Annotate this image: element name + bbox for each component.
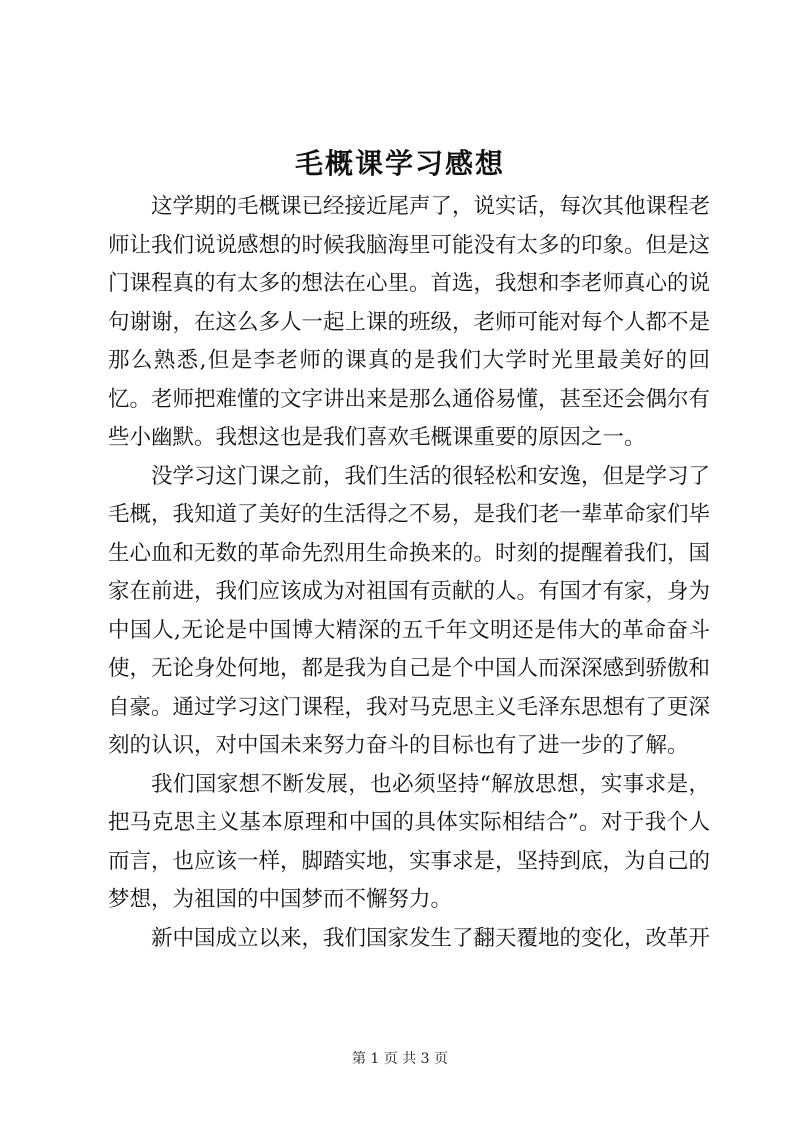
document-title: 毛概课学习感想 bbox=[294, 147, 505, 180]
paragraph-1: 这学期的毛概课已经接近尾声了，说实话，每次其他课程老师让我们说说感想的时候我脑海里可能没有太多的印象。但是这门课程真的有太多的想法在心里。首选，我想和李老师真心的说句谢谢，在这么多人一起上课的班级，老师可能对每个人都不是那么熟悉,但是李老师的课真的是我们大学时光里最美好的回忆。老师把难懂的文字讲出来是那么通俗易懂，甚至还会偶尔有些小幽默。我想这也是我们喜欢毛概课重要的原因之一。 bbox=[108, 194, 711, 450]
paragraph-3: 我们国家想不断发展，也必须坚持“解放思想，实事求是，把马克思主义基本原理和中国的具体实际相结合”。对于我个人而言，也应该一样，脚踏实地，实事求是，坚持到底，为自己的梦想，为祖国的中国梦而不懈努力。 bbox=[108, 771, 711, 912]
document-body bbox=[108, 188, 710, 958]
page-footer: 第 1 页 共 3 页 bbox=[351, 1051, 449, 1067]
paragraph-2: 没学习这门课之前，我们生活的很轻松和安逸，但是学习了毛概，我知道了美好的生活得之不易，是我们老一辈革命家们毕生心血和无数的革命先烈用生命换来的。时刻的提醒着我们，国家在前进，我们应该成为对祖国有贡献的人。有国才有家，身为中国人,无论是中国博大精深的五千年文明还是伟大的革命奋斗使，无论身处何地，都是我为自己是个中国人而深深感到骄傲和自豪。通过学习这门课程，我对马克思主义毛泽东思想有了更深刻的认识，对中国未来努力奋斗的目标也有了进一步的了解。 bbox=[108, 463, 711, 758]
paragraph-4: 新中国成立以来，我们国家发生了翻天覆地的变化，改革开 bbox=[151, 925, 711, 951]
